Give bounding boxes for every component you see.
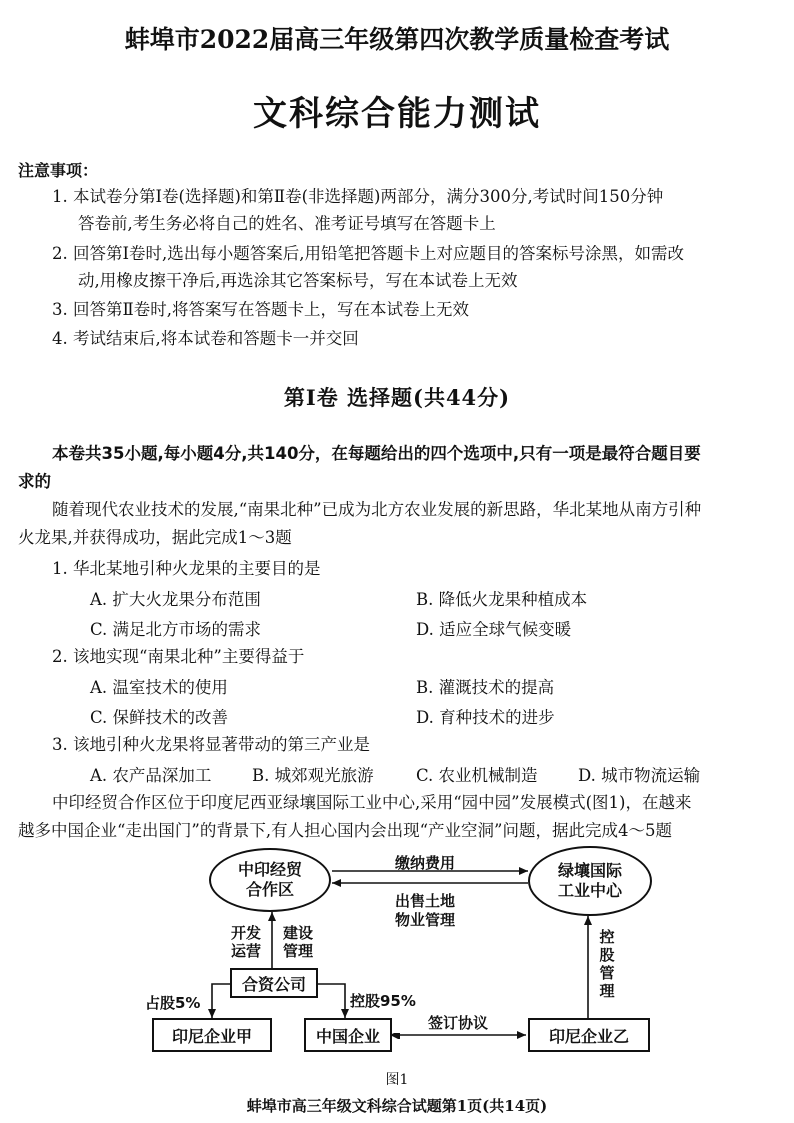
label-share-95: 控股95% [350, 992, 416, 1010]
question-2-option-c: C. 保鲜技术的改善 [90, 708, 229, 727]
exam-title: 蚌埠市2022届高三年级第四次教学质量检查考试 [124, 25, 670, 54]
passage-1-cont: 火龙果,并获得成功，据此完成1～3题 [18, 528, 292, 547]
node-industrial-center-line1: 绿壤国际 [557, 861, 622, 880]
note-item-2: 2. 回答第Ⅰ卷时,选出每小题答案后,用铅笔把答题卡上对应题目的答案标号涂黑，如需改 [52, 244, 684, 263]
label-property-management: 物业管理 [395, 911, 456, 929]
page-footer: 蚌埠市高三年级文科综合试题第1页(共14页) [246, 1097, 548, 1115]
label-share-5: 占股5% [145, 994, 201, 1012]
question-3-option-c: C. 农业机械制造 [416, 766, 538, 785]
passage-2: 中印经贸合作区位于印度尼西亚绿壤国际工业中心,采用“园中园”发展模式(图1)，在越来 [52, 793, 692, 812]
section-instruction: 本卷共35小题,每小题4分,共140分，在每题给出的四个选项中,只有一项是最符合题目要 [52, 444, 701, 463]
question-1-option-a: A. 扩大火龙果分布范围 [90, 590, 261, 609]
note-item-4: 4. 考试结束后,将本试卷和答题卡一并交回 [52, 329, 359, 348]
question-3-option-d: D. 城市物流运输 [578, 766, 701, 785]
question-1-option-c: C. 满足北方市场的需求 [90, 620, 262, 639]
exam-subject: 文科综合能力测试 [253, 94, 541, 134]
node-indonesia-company-b: 印尼企业乙 [528, 1018, 650, 1052]
label-construct-manage: 建设管理 [282, 924, 313, 960]
label-pay-fees: 缴纳费用 [395, 854, 456, 872]
node-industrial-center-line2: 工业中心 [557, 881, 622, 900]
passage-1: 随着现代农业技术的发展,“南果北种”已成为北方农业发展的新思路，华北某地从南方引种 [52, 500, 702, 519]
question-2-option-d: D. 育种技术的进步 [416, 708, 555, 727]
label-sign-agreement: 签订协议 [428, 1014, 489, 1032]
question-2-option-a: A. 温室技术的使用 [90, 678, 228, 697]
note-item-2-cont: 动,用橡皮擦干净后,再选涂其它答案标号，写在本试卷上无效 [78, 271, 518, 290]
question-2-stem: 2. 该地实现“南果北种”主要得益于 [52, 647, 305, 666]
node-industrial-center [528, 846, 652, 916]
label-sell-land: 出售土地 [395, 892, 456, 910]
node-cooperation-zone-line1: 中印经贸 [237, 860, 302, 879]
notes-heading: 注意事项： [18, 161, 99, 180]
note-item-1-cont: 答卷前,考生务必将自己的姓名、准考证号填写在答题卡上 [78, 214, 496, 233]
question-1-stem: 1. 华北某地引种火龙果的主要目的是 [52, 559, 321, 578]
note-item-1: 1. 本试卷分第Ⅰ卷(选择题)和第Ⅱ卷(非选择题)两部分，满分300分,考试时间150分钟 [52, 187, 664, 206]
label-controlling-management: 控股管理 [599, 928, 615, 1000]
node-cooperation-zone [209, 848, 331, 912]
section-instruction-cont: 求的 [18, 472, 51, 491]
note-item-3: 3. 回答第Ⅱ卷时,将答案写在答题卡上，写在本试卷上无效 [52, 300, 469, 319]
question-3-option-a: A. 农产品深加工 [90, 766, 212, 785]
node-indonesia-company-a: 印尼企业甲 [152, 1018, 272, 1052]
arrow-share5 [212, 984, 230, 1018]
figure-caption: 图1 [385, 1072, 409, 1088]
node-joint-venture: 合资公司 [230, 968, 318, 998]
node-chinese-company: 中国企业 [304, 1018, 392, 1052]
passage-2-cont: 越多中国企业“走出国门”的背景下,有人担心国内会出现“产业空洞”问题，据此完成4～5题 [18, 821, 672, 840]
question-1-option-b: B. 降低火龙果种植成本 [416, 590, 588, 609]
question-3-option-b: B. 城郊观光旅游 [252, 766, 374, 785]
node-cooperation-zone-line2: 合作区 [245, 880, 294, 899]
question-2-option-b: B. 灌溉技术的提高 [416, 678, 555, 697]
label-develop-operate: 开发运营 [230, 924, 261, 960]
question-1-option-d: D. 适应全球气候变暖 [416, 620, 572, 639]
question-3-stem: 3. 该地引种火龙果将显著带动的第三产业是 [52, 735, 370, 754]
arrow-share95 [317, 984, 345, 1018]
section-title: 第Ⅰ卷 选择题(共44分) [283, 385, 511, 410]
